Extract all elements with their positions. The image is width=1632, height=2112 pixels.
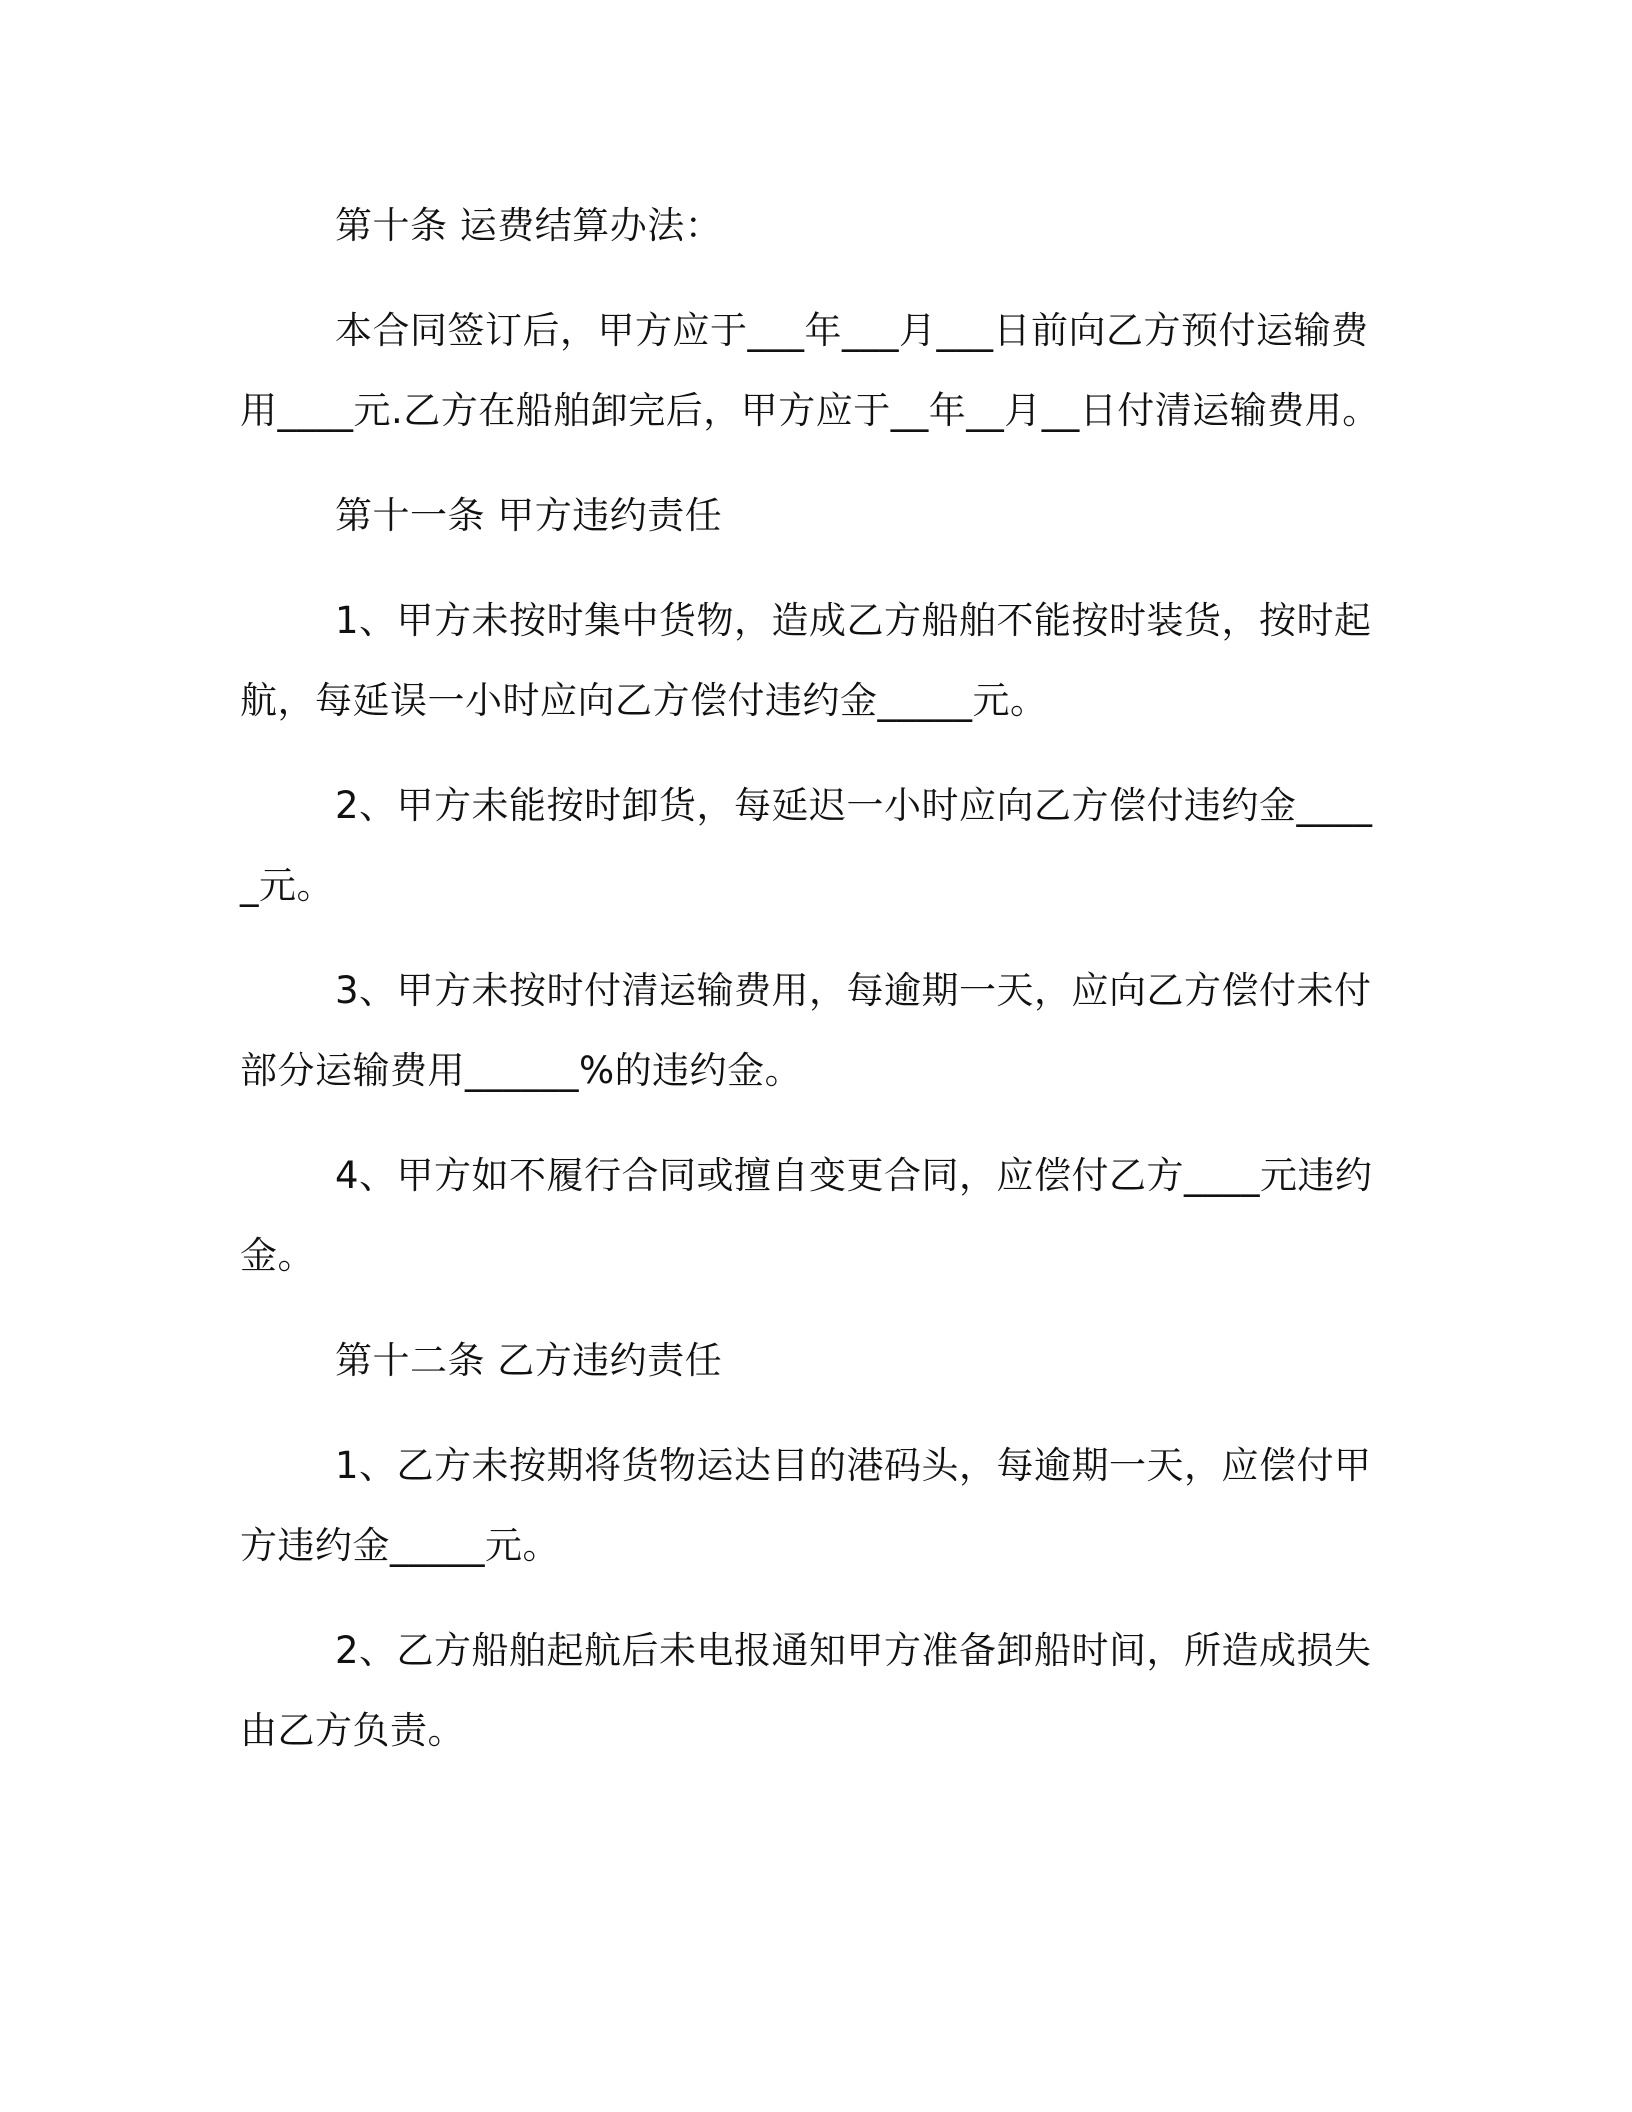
article-10-heading: 第十条 运费结算办法： [335,204,723,247]
article-11-item-1: 1、甲方未按时集中货物，造成乙方船舶不能按时装货，按时起航，每延误一小时应向乙方偿付违约金_____元。 [240,599,1372,722]
document-body [240,186,1380,1796]
article-12-heading: 第十二条 乙方违约责任 [335,1339,723,1382]
article-11-item-3: 3、甲方未按时付清运输费用，每逾期一天，应向乙方偿付未付部分运输费用______%的违约金。 [240,969,1372,1092]
article-12-item-1: 1、乙方未按期将货物运达目的港码头，每逾期一天，应偿付甲方违约金_____元。 [240,1444,1372,1567]
article-12-item-2: 2、乙方船舶起航后未电报通知甲方准备卸船时间，所造成损失由乙方负责。 [240,1629,1372,1752]
article-11-heading: 第十一条 甲方违约责任 [335,494,723,537]
article-11-item-2: 2、甲方未能按时卸货，每延迟一小时应向乙方偿付违约金_____元。 [240,784,1373,907]
article-11-item-4: 4、甲方如不履行合同或擅自变更合同，应偿付乙方____元违约金。 [240,1154,1373,1277]
article-10-text: 本合同签订后，甲方应于___年___月___日前向乙方预付运输费用____元.乙方在船舶卸完后，甲方应于__年__月__日付清运输费用。 [240,309,1380,432]
